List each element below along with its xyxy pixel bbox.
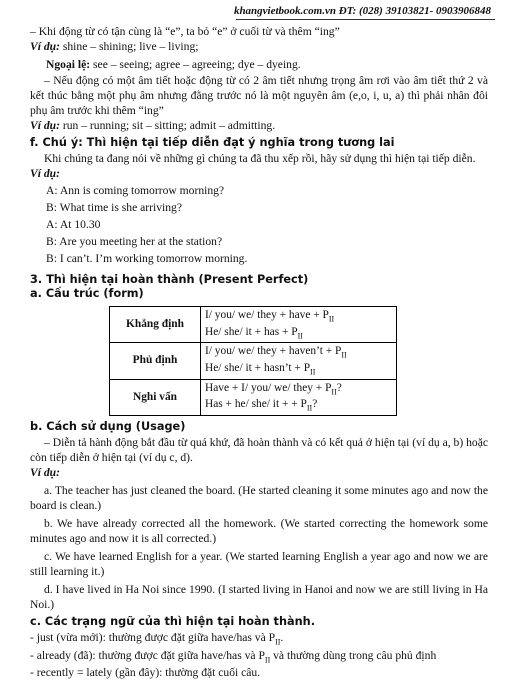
dialog-line: B: Are you meeting her at the station? xyxy=(46,235,223,249)
example-label: Ví dụ: xyxy=(30,40,60,54)
note-example-label: Ví dụ: xyxy=(30,167,60,181)
subscript: II xyxy=(310,367,316,377)
form-table xyxy=(109,306,397,416)
form-label: Nghi vấn xyxy=(110,379,201,415)
form-pattern-line: He/ she/ it + hasn’t + $P_{II}$ xyxy=(205,361,316,377)
form-pattern-line: Have + I/ you/ we/ they + $P_{II}$? xyxy=(205,381,342,396)
document-body xyxy=(30,24,488,680)
subscript: II xyxy=(341,350,347,360)
adverb-item: - already (đã): thường được đặt giữa have/has và $P_{II}$ và thường dùng trong câu phủ định xyxy=(30,648,437,664)
dialog-line: B: What time is she arriving? xyxy=(46,201,182,215)
subscript: II xyxy=(264,654,271,664)
form-pattern xyxy=(201,343,397,379)
subscript: II xyxy=(275,637,281,647)
adverb-item: - just (vừa mới): thường được đặt giữa have/has và $P_{II}$. xyxy=(30,630,284,647)
form-pattern-line: I/ you/ we/ they + haven’t + $P_{II}$ xyxy=(205,345,347,360)
usage-example-label: Ví dụ: xyxy=(30,465,60,479)
form-pattern xyxy=(201,306,397,342)
form-pattern-line: Has + he/ she/ it + + $P_{II}$? xyxy=(205,398,318,413)
header-contact: ĐT: (028) 39103821- 0903906848 xyxy=(338,5,491,17)
form-title: a. Cấu trúc (form) xyxy=(30,287,144,301)
page-header xyxy=(234,4,491,18)
example-label: Ví dụ: xyxy=(30,119,60,133)
subscript: II xyxy=(331,386,337,396)
rule1-example-text: shine – shining; live – living; xyxy=(62,40,199,54)
adverb-list xyxy=(30,630,488,680)
form-label: Khẳng định xyxy=(110,306,201,342)
exception-label: Ngoại lệ: xyxy=(46,58,91,72)
adverb-item: - recently = lately (gần đây): thường đặt cuối câu. xyxy=(30,666,261,680)
rule1-exception-text: see – seeing; agree – agreeing; dye – dyeing. xyxy=(93,58,301,72)
section3-title: 3. Thì hiện tại hoàn thành (Present Perfect) xyxy=(30,272,309,286)
note-title: f. Chú ý: Thì hiện tại tiếp diễn đạt ý nghĩa trong tương lai xyxy=(30,136,395,150)
example-dialog xyxy=(30,183,488,266)
rule2-example-text: run – running; sit – sitting; admit – admitting. xyxy=(62,119,276,133)
dialog-line: B: I can’t. I’m working tomorrow morning. xyxy=(46,252,248,266)
form-row xyxy=(110,343,397,379)
rule2-text: – Nếu động có một âm tiết hoặc động từ có 2 âm tiết nhưng trọng âm rơi vào âm tiết thứ 2 và kết thúc bằng một phụ âm nhưng đằng trước nó là một nguyên âm (e,o, i, u, a) thì phải nhân đôi phụ âm trước khi thêm “ing” xyxy=(30,74,488,118)
usage-example: c. We have learned English for a year. (We started learning English a year ago and now we are still learning it.) xyxy=(30,550,488,579)
usage-example: b. We have already corrected all the homework. (We started correcting the homework some minutes ago and now it is all corrected.) xyxy=(30,516,488,545)
header-divider xyxy=(236,19,495,20)
form-pattern-line: He/ she/ it + has + $P_{II}$ xyxy=(205,325,303,340)
dialog-line: A: Ann is coming tomorrow morning? xyxy=(46,184,225,198)
note-text: Khi chúng ta đang nói về những gì chúng ta đã thu xếp rồi, hãy sử dụng thì hiện tại tiếp diễn. xyxy=(44,152,476,166)
usage-example: a. The teacher has just cleaned the board. (He started cleaning it some minutes ago and now the board is clean.) xyxy=(30,483,488,512)
usage-text: – Diễn tả hành động bắt đầu từ quá khứ, đã hoàn thành và có kết quả ở hiện tại (ví dụ a, b) hoặc còn tiếp diễn ở hiện tại (ví dụ c, d). xyxy=(30,435,488,464)
rule2-example xyxy=(30,118,488,133)
usage-title: b. Cách sử dụng (Usage) xyxy=(30,419,186,433)
form-row xyxy=(110,306,397,342)
form-row xyxy=(110,379,397,415)
subscript: II xyxy=(328,314,335,324)
usage-example: d. I have lived in Ha Noi since 1990. (I started living in Hanoi and now we are still living in Ha Noi.) xyxy=(30,583,488,612)
header-site: khangvietbook.com.vn xyxy=(233,5,336,17)
rule1-exception xyxy=(30,57,488,72)
form-pattern xyxy=(201,379,397,415)
usage-examples xyxy=(30,483,488,613)
subscript: II xyxy=(306,403,313,413)
adverbs-title: c. Các trạng ngữ của thì hiện tại hoàn thành. xyxy=(30,615,315,629)
form-pattern-line: I/ you/ we/ they + have + $P_{II}$ xyxy=(205,308,335,324)
form-label: Phủ định xyxy=(110,343,201,379)
rule1-text: – Khi động từ có tận cùng là “e”, ta bỏ “e” ở cuối từ và thêm “ing” xyxy=(30,25,340,38)
rule1-example xyxy=(30,39,488,54)
subscript: II xyxy=(297,330,303,340)
dialog-line: A: At 10.30 xyxy=(46,218,101,232)
